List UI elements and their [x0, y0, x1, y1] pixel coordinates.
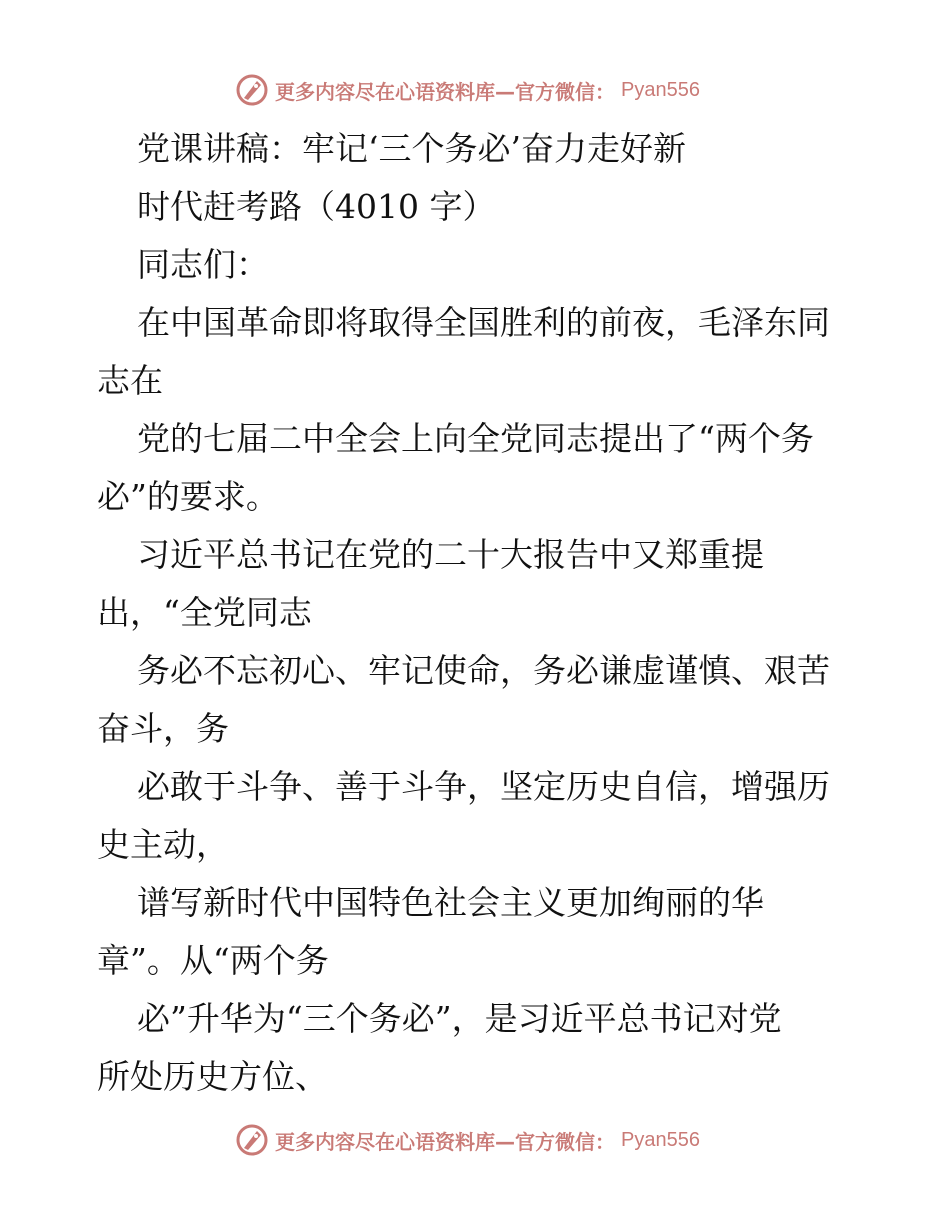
salutation: 同志们： [137, 245, 269, 284]
text-line: 党的七届二中全会上向全党同志提出了“两个务 [137, 419, 814, 458]
document-body [0, 120, 950, 1106]
title-line-1: 党课讲稿：牢记‘三个务必’奋力走好新 [137, 129, 686, 168]
text-line: 在中国革命即将取得全国胜利的前夜，毛泽东同 [137, 303, 830, 342]
text-line: 章”。从“两个务 [97, 941, 329, 980]
title-line-2: 时代赶考路（4010 字） [137, 187, 496, 226]
watermark-wechat-id: Pyan556 [621, 78, 700, 101]
watermark-text: 更多内容尽在心语资料库—官方微信： [275, 79, 615, 104]
text-line: 必敢于斗争、善于斗争，坚定历史自信，增强历 [137, 767, 830, 806]
text-line: 谱写新时代中国特色社会主义更加绚丽的华 [137, 883, 764, 922]
text-line: 出，“全党同志 [97, 593, 312, 632]
text-line: 务必不忘初心、牢记使命，务必谦虚谨慎、艰苦 [137, 651, 830, 690]
text-line: 习近平总书记在党的二十大报告中又郑重提 [137, 535, 764, 574]
text-line: 必”的要求。 [97, 477, 279, 516]
text-line: 史主动， [97, 825, 229, 864]
watermark-wechat-id: Pyan556 [621, 1128, 700, 1151]
footer-watermark [235, 1122, 700, 1158]
text-line: 奋斗，务 [97, 709, 229, 748]
watermark-text: 更多内容尽在心语资料库—官方微信： [275, 1129, 615, 1154]
text-line: 志在 [97, 361, 163, 400]
pen-nib-circle-icon [235, 1123, 269, 1157]
pen-nib-circle-icon [235, 73, 269, 107]
text-line: 所处历史方位、 [97, 1057, 328, 1096]
header-watermark [235, 72, 700, 108]
text-line: 必”升华为“三个务必”，是习近平总书记对党 [137, 999, 782, 1038]
